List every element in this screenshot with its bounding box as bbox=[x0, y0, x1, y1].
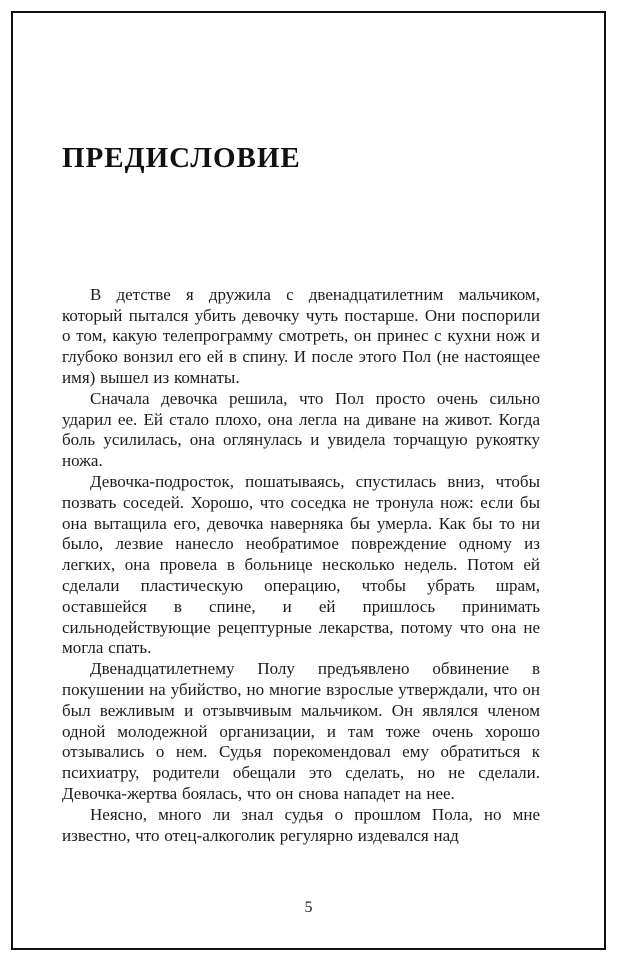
paragraph: Девочка-подросток, пошатываясь, спустилась вниз, чтобы позвать соседей. Хорошо, что соседка не тронула нож: если бы она вытащила его, девочка наверняка бы умерла. Как бы то ни было, лезвие нанесло необратимое повреждение одному из легких, она провела в больнице несколько недель. Потом ей сделали пластическую операцию, чтобы убрать шрам, оставшейся в спине, и ей пришлось принимать сильнодействующие рецептурные лекарства, потому что она не могла спать. bbox=[62, 472, 540, 658]
page-content bbox=[62, 143, 540, 846]
paragraph: В детстве я дружила с двенадцатилетним мальчиком, который пытался убить девочку чуть постарше. Они поспорили о том, какую телепрограмму смотреть, он принес с кухни нож и глубоко вонзил его ей в спину. И после этого Пол (не настоящее имя) вышел из комнаты. bbox=[62, 284, 540, 388]
paragraph: Неясно, много ли знал судья о прошлом Пола, но мне известно, что отец-алкоголик регулярно издевался над bbox=[62, 804, 540, 845]
body-text bbox=[62, 285, 540, 847]
paragraph: Сначала девочка решила, что Пол просто очень сильно ударил ее. Ей стало плохо, она легла на диване на живот. Когда боль усилилась, она оглянулась и увидела торчащую рукоятку ножа. bbox=[62, 388, 540, 471]
paragraph: Двенадцатилетнему Полу предъявлено обвинение в покушении на убийство, но многие взрослые утверждали, что он был вежливым и отзывчивым мальчиком. Он являлся членом одной молодежной организации, и там тоже очень хорошо отзывались о нем. Судья порекомендовал ему обратиться к психиатру, родители обещали это сделать, но не сделали. Девочка-жертва боялась, что он снова нападет на нее. bbox=[62, 659, 540, 804]
page-number: 5 bbox=[304, 899, 313, 916]
chapter-heading: ПРЕДИСЛОВИЕ bbox=[62, 142, 301, 174]
